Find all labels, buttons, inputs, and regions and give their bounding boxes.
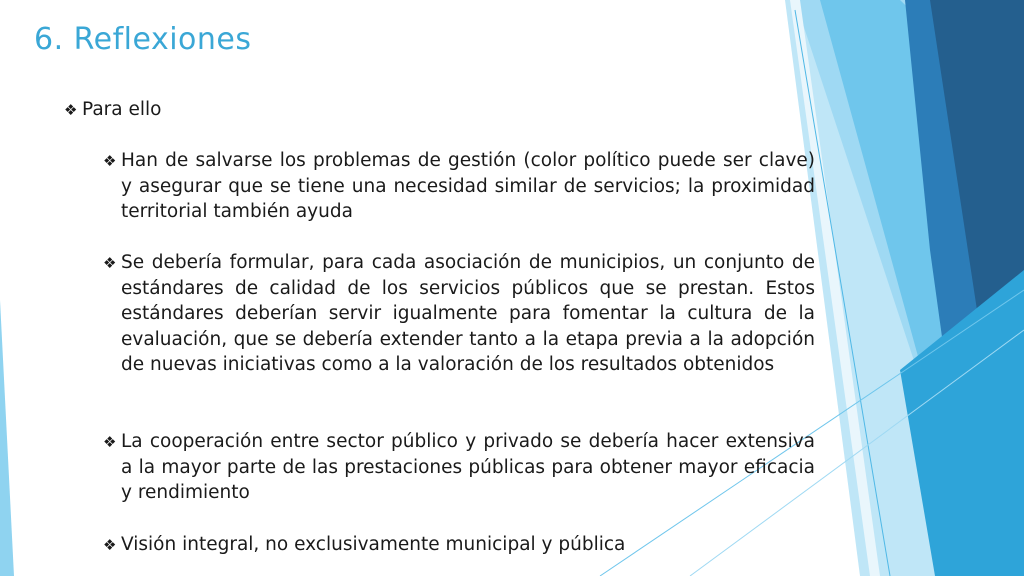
diamond-bullet-icon: ❖ (64, 101, 78, 119)
bullet-para-ello (64, 97, 264, 123)
bullet-text: La cooperación entre sector público y privado se debería hacer extensiva a la mayor parte de las prestaciones públicas para obtener mayor eficacia y rendimiento (121, 431, 815, 504)
bullet-vision-integral (103, 532, 816, 558)
bullet-estandares (103, 250, 816, 378)
bullet-text: Se debería formular, para cada asociación de municipios, un conjunto de estándares de calidad de los servicios públicos que se prestan. Estos estándares deberían servir igualmente para fomentar la cultura de la evaluación, que se debería extender tanto a la etapa previa a la adopción de nuevas iniciativas como a la valoración de los resultados obtenidos (121, 252, 815, 376)
diamond-bullet-icon: ❖ (103, 536, 117, 554)
slide-title: 6. Reflexiones (34, 22, 252, 57)
bullet-gestion (103, 148, 816, 225)
left-sliver-shape (0, 300, 14, 576)
diamond-bullet-icon: ❖ (103, 152, 117, 170)
diamond-bullet-icon: ❖ (103, 254, 117, 272)
bullet-text: Han de salvarse los problemas de gestión (color político puede ser clave) y asegurar que se tiene una necesidad similar de servicios; la proximidad territorial también ayuda (121, 150, 815, 223)
bullet-cooperacion (103, 429, 816, 506)
bullet-text: Para ello (82, 99, 162, 120)
bullet-text: Visión integral, no exclusivamente municipal y pública (121, 534, 626, 555)
diamond-bullet-icon: ❖ (103, 433, 117, 451)
